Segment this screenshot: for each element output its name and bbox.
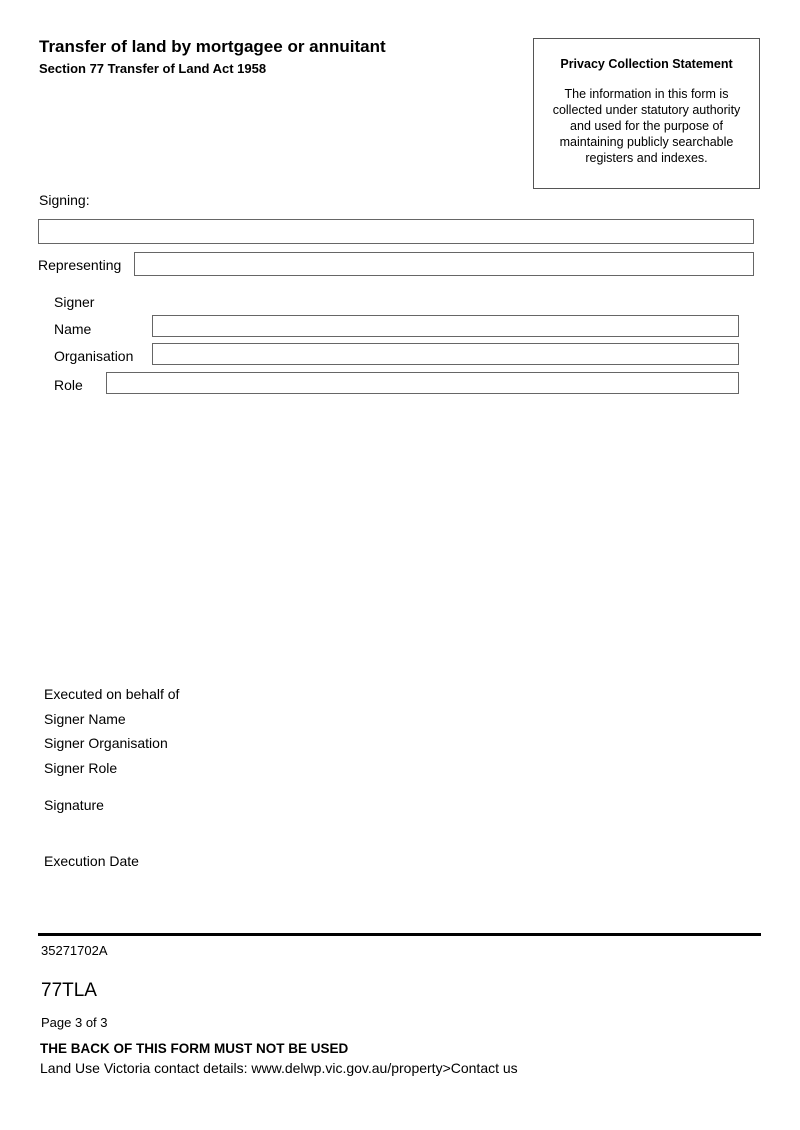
execution-signer-organisation-label: Signer Organisation <box>44 735 168 751</box>
signer-heading: Signer <box>54 294 95 310</box>
execution-signer-role-label: Signer Role <box>44 760 118 776</box>
representing-field[interactable] <box>134 252 754 276</box>
document-code: 35271702A <box>41 943 108 958</box>
privacy-statement-box <box>533 38 760 189</box>
signer-name-label: Name <box>54 321 92 337</box>
signer-name-field[interactable] <box>152 315 739 337</box>
executed-on-behalf-label: Executed on behalf of <box>44 686 180 702</box>
signing-field[interactable] <box>38 219 754 244</box>
signer-organisation-field[interactable] <box>152 343 739 365</box>
privacy-body: The information in this form is collected under statutory authority and used for the purpose of maintaining publicly searchable registers and indexes. <box>552 87 741 165</box>
execution-date-label: Execution Date <box>44 853 139 869</box>
signer-organisation-label: Organisation <box>54 348 134 364</box>
signing-label: Signing: <box>39 192 90 208</box>
contact-details: Land Use Victoria contact details: www.delwp.vic.gov.au/property>Contact us <box>40 1060 518 1076</box>
footer-divider <box>38 933 761 936</box>
page-number: Page 3 of 3 <box>41 1015 108 1030</box>
signature-label: Signature <box>44 797 104 813</box>
privacy-heading: Privacy Collection Statement <box>560 57 733 71</box>
form-title: Transfer of land by mortgagee or annuitant <box>39 37 386 56</box>
form-code: 77TLA <box>41 980 97 1001</box>
representing-label: Representing <box>38 257 122 273</box>
back-of-form-warning: THE BACK OF THIS FORM MUST NOT BE USED <box>40 1041 349 1056</box>
signer-role-label: Role <box>54 377 83 393</box>
execution-signer-name-label: Signer Name <box>44 711 126 727</box>
form-subtitle: Section 77 Transfer of Land Act 1958 <box>39 61 267 76</box>
signer-role-field[interactable] <box>106 372 739 394</box>
